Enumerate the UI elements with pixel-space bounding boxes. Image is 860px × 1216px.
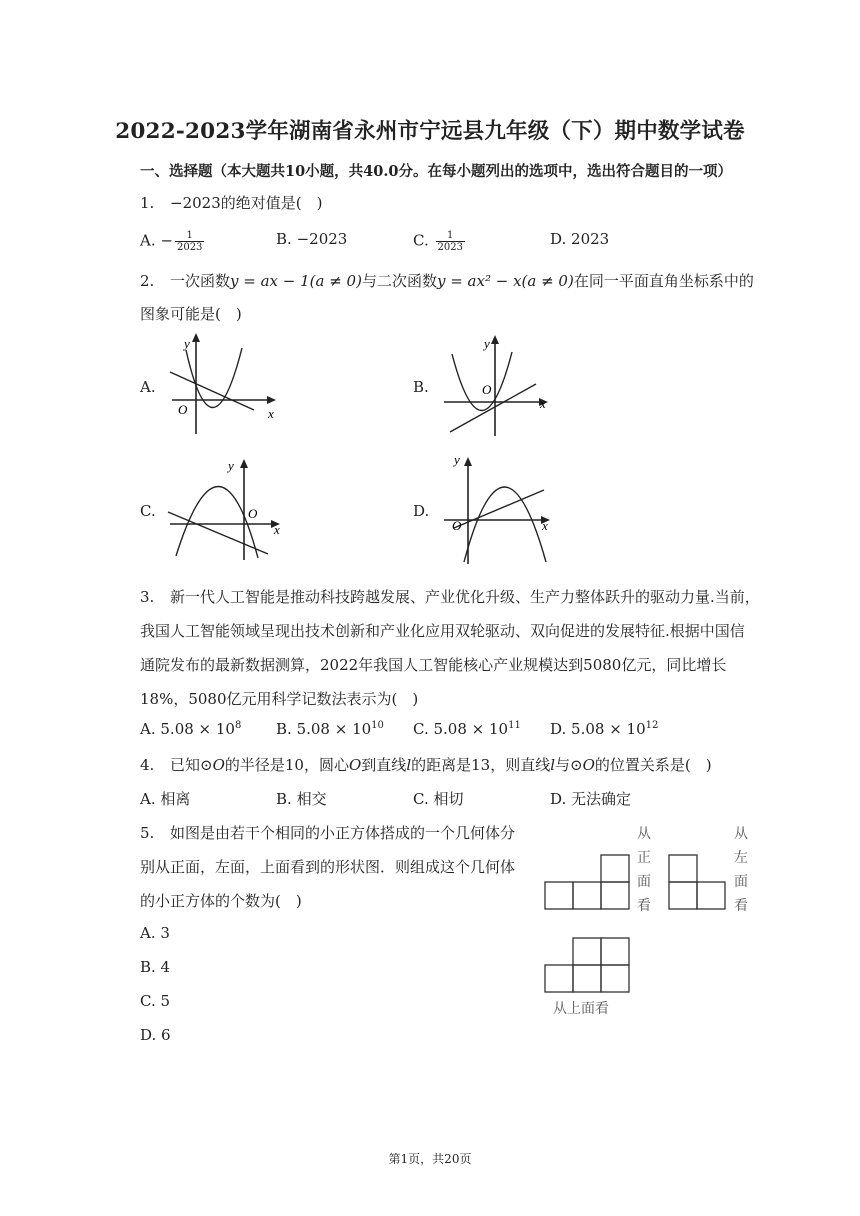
q2-option-c-letter: C.: [140, 502, 156, 520]
q5-option-c: C. 5: [140, 992, 171, 1010]
option-letter: C.: [413, 790, 429, 808]
q4-option-b: [276, 788, 327, 809]
axis-label-y: y: [484, 336, 490, 351]
q4-option-d: [550, 788, 631, 809]
option-letter: D.: [550, 790, 567, 808]
q1-option-d: [550, 230, 609, 248]
option-letter: B.: [276, 720, 292, 738]
left-view-label: 从 左 面 看: [734, 826, 748, 914]
stem-text: 的半径是10，圆心: [224, 756, 349, 774]
option-base: 5.08 × 10: [571, 720, 646, 738]
q3-option-d: [550, 720, 658, 738]
section-heading: 一、选择题（本大题共10小题，共40.0分。在每小题列出的选项中，选出符合题目的一项）: [140, 163, 732, 180]
option-sign: −: [160, 231, 173, 250]
option-base: 5.08 × 10: [433, 720, 509, 738]
question-number: 5.: [140, 824, 155, 842]
stem-text: 已知⊙: [170, 756, 213, 774]
stem-text: 的位置关系是( ): [594, 756, 712, 774]
math-var: l: [406, 756, 412, 774]
stem-line: 如图是由若干个相同的小正方体搭成的一个几何体分: [170, 824, 516, 842]
stem-text: 到直线: [361, 756, 407, 774]
question-number: 1.: [140, 194, 155, 212]
option-exponent: 12: [645, 720, 659, 731]
question-5-line2: 别从正面，左面，上面看到的形状图．则组成这个几何体: [140, 858, 516, 876]
option-exponent: 11: [508, 720, 521, 731]
option-text: 相切: [433, 790, 464, 808]
question-1: [140, 192, 322, 213]
option-letter: A.: [140, 720, 156, 738]
math-var: O: [348, 756, 362, 774]
q5-option-a: A. 3: [140, 924, 170, 942]
option-text: 相离: [160, 790, 191, 808]
axis-label-x: x: [540, 396, 546, 411]
numerator: 1: [175, 230, 204, 242]
denominator: 2023: [176, 242, 203, 253]
math-var: O: [582, 756, 595, 774]
axis-label-x: x: [542, 518, 548, 533]
q3-option-c: [413, 720, 521, 738]
math-var: O: [212, 756, 225, 774]
axis-label-x: x: [274, 522, 280, 537]
q3-option-a: [140, 720, 241, 738]
origin-label: O: [248, 506, 258, 521]
question-number: 4.: [140, 756, 155, 774]
question-number: 2.: [140, 272, 155, 290]
q2-option-b-letter: B.: [413, 378, 429, 396]
stem-text: 一次函数: [170, 272, 231, 290]
q4-option-a: [140, 788, 190, 809]
question-stem: −2023的绝对值是( ): [170, 194, 323, 212]
option-letter: D.: [550, 230, 567, 248]
stem-text: 在同一平面直角坐标系中的: [573, 272, 754, 290]
q2-graph-a: [166, 330, 282, 438]
option-letter: B.: [276, 790, 292, 808]
page-title: 2022-2023学年湖南省永州市宁远县九年级（下）期中数学试卷: [115, 119, 745, 144]
origin-label: O: [452, 518, 462, 533]
stem-text: 与⊙: [555, 756, 583, 774]
option-exponent: 8: [234, 720, 242, 731]
question-3-line2: 我国人工智能领域呈现出技术创新和产业化应用双轮驱动、双向促进的发展特征.根据中国信: [140, 622, 745, 640]
question-5-line3: 的小正方体的个数为( ): [140, 892, 302, 910]
question-3-line4: 18%，5080亿元用科学记数法表示为( ): [140, 690, 419, 708]
option-letter: C.: [413, 720, 429, 738]
question-5: [140, 822, 515, 843]
option-letter: C.: [413, 231, 429, 250]
stem-line: 新一代人工智能是推动科技跨越发展、产业优化升级、生产力整体跃升的驱动力量.当前，: [170, 588, 760, 606]
top-view-label: 从上面看: [553, 1001, 609, 1017]
axis-label-y: y: [228, 458, 234, 473]
question-3-line3: 通院发布的最新数据测算，2022年我国人工智能核心产业规模达到5080亿元，同比增长: [140, 656, 727, 674]
front-view-figure: [540, 850, 630, 912]
question-3: [140, 586, 760, 607]
axis-label-y: y: [184, 336, 190, 351]
q2-graph-c: [166, 456, 290, 564]
fraction: [436, 230, 465, 253]
q2-option-a-letter: A.: [140, 378, 156, 396]
quadratic-function: y = ax² − x(a ≠ 0): [436, 272, 574, 290]
option-base: 5.08 × 10: [296, 720, 372, 738]
page-footer: 第1页，共20页: [388, 1152, 472, 1166]
q2-option-d-letter: D.: [413, 502, 430, 520]
q1-option-c: [413, 230, 465, 253]
math-var: l: [550, 756, 556, 774]
option-letter: B.: [276, 230, 292, 248]
q2-graph-b: [440, 332, 556, 440]
q5-option-b: B. 4: [140, 958, 171, 976]
linear-function: y = ax − 1(a ≠ 0): [230, 272, 362, 290]
q4-option-c: [413, 788, 464, 809]
option-text: 相交: [296, 790, 327, 808]
front-view-label: 从 正 面 看: [637, 826, 651, 914]
question-2-line2: 图象可能是( ): [140, 305, 242, 323]
axis-label-x: x: [268, 406, 274, 421]
question-2: [140, 270, 754, 291]
question-number: 3.: [140, 588, 155, 606]
stem-text: 的距离是13，则直线: [411, 756, 551, 774]
question-4: [140, 754, 712, 775]
top-view-figure: [540, 934, 630, 996]
numerator: 1: [436, 230, 465, 242]
option-text: −2023: [296, 230, 348, 248]
q1-option-b: [276, 230, 347, 248]
stem-text: 与二次函数: [361, 272, 437, 290]
option-text: 无法确定: [571, 790, 632, 808]
left-view-figure: [665, 850, 727, 912]
origin-label: O: [482, 382, 492, 397]
denominator: 2023: [437, 242, 463, 253]
axis-label-y: y: [454, 452, 460, 467]
origin-label: O: [178, 402, 188, 417]
option-letter: D.: [550, 720, 567, 738]
q5-option-d: D. 6: [140, 1026, 171, 1044]
q1-option-a: [140, 230, 204, 253]
option-letter: A.: [140, 231, 156, 250]
option-text: 2023: [571, 230, 610, 248]
option-exponent: 10: [371, 720, 384, 731]
q2-graph-d: [440, 452, 558, 568]
fraction: [175, 230, 204, 253]
q3-option-b: [276, 720, 384, 738]
option-base: 5.08 × 10: [160, 720, 235, 738]
option-letter: A.: [140, 790, 156, 808]
